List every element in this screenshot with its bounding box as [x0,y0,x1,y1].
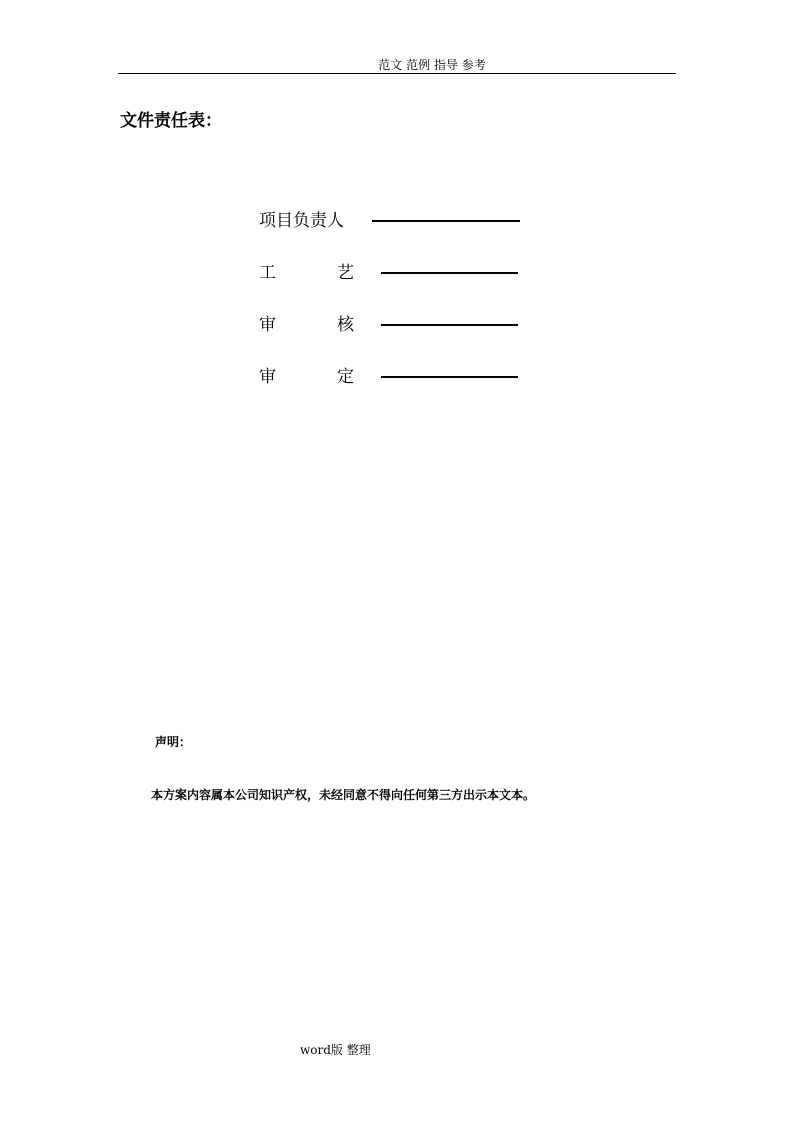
document-title: 文件责任表： [120,111,222,131]
page-header: 范文 范例 指导 参考 [378,58,486,72]
signature-label-char: 定 [337,367,354,387]
signature-label-char: 艺 [337,263,354,283]
page-footer: word版 整理 [300,1043,371,1057]
signature-label-char: 工 [259,263,276,283]
signature-line-review [381,324,518,326]
signature-row-process [259,261,529,285]
signature-label-review [259,313,354,337]
signature-label-char: 核 [337,315,354,335]
signature-label-process [259,261,354,285]
signature-row-project-lead [259,209,529,233]
signature-label-char: 审 [259,315,276,335]
notice-body: 本方案内容属本公司知识产权，未经同意不得向任何第三方出示本文本。 [151,788,536,802]
signature-label-char: 审 [259,367,276,387]
signature-label-approval [259,365,354,389]
signature-row-review [259,313,529,337]
signature-line-project-lead [372,220,520,222]
signature-row-approval [259,365,529,389]
signature-label-project-lead: 项目负责人 [259,211,344,231]
notice-label: 声明： [155,735,192,749]
signature-line-approval [381,376,518,378]
signature-line-process [381,272,518,274]
header-divider [118,73,676,74]
